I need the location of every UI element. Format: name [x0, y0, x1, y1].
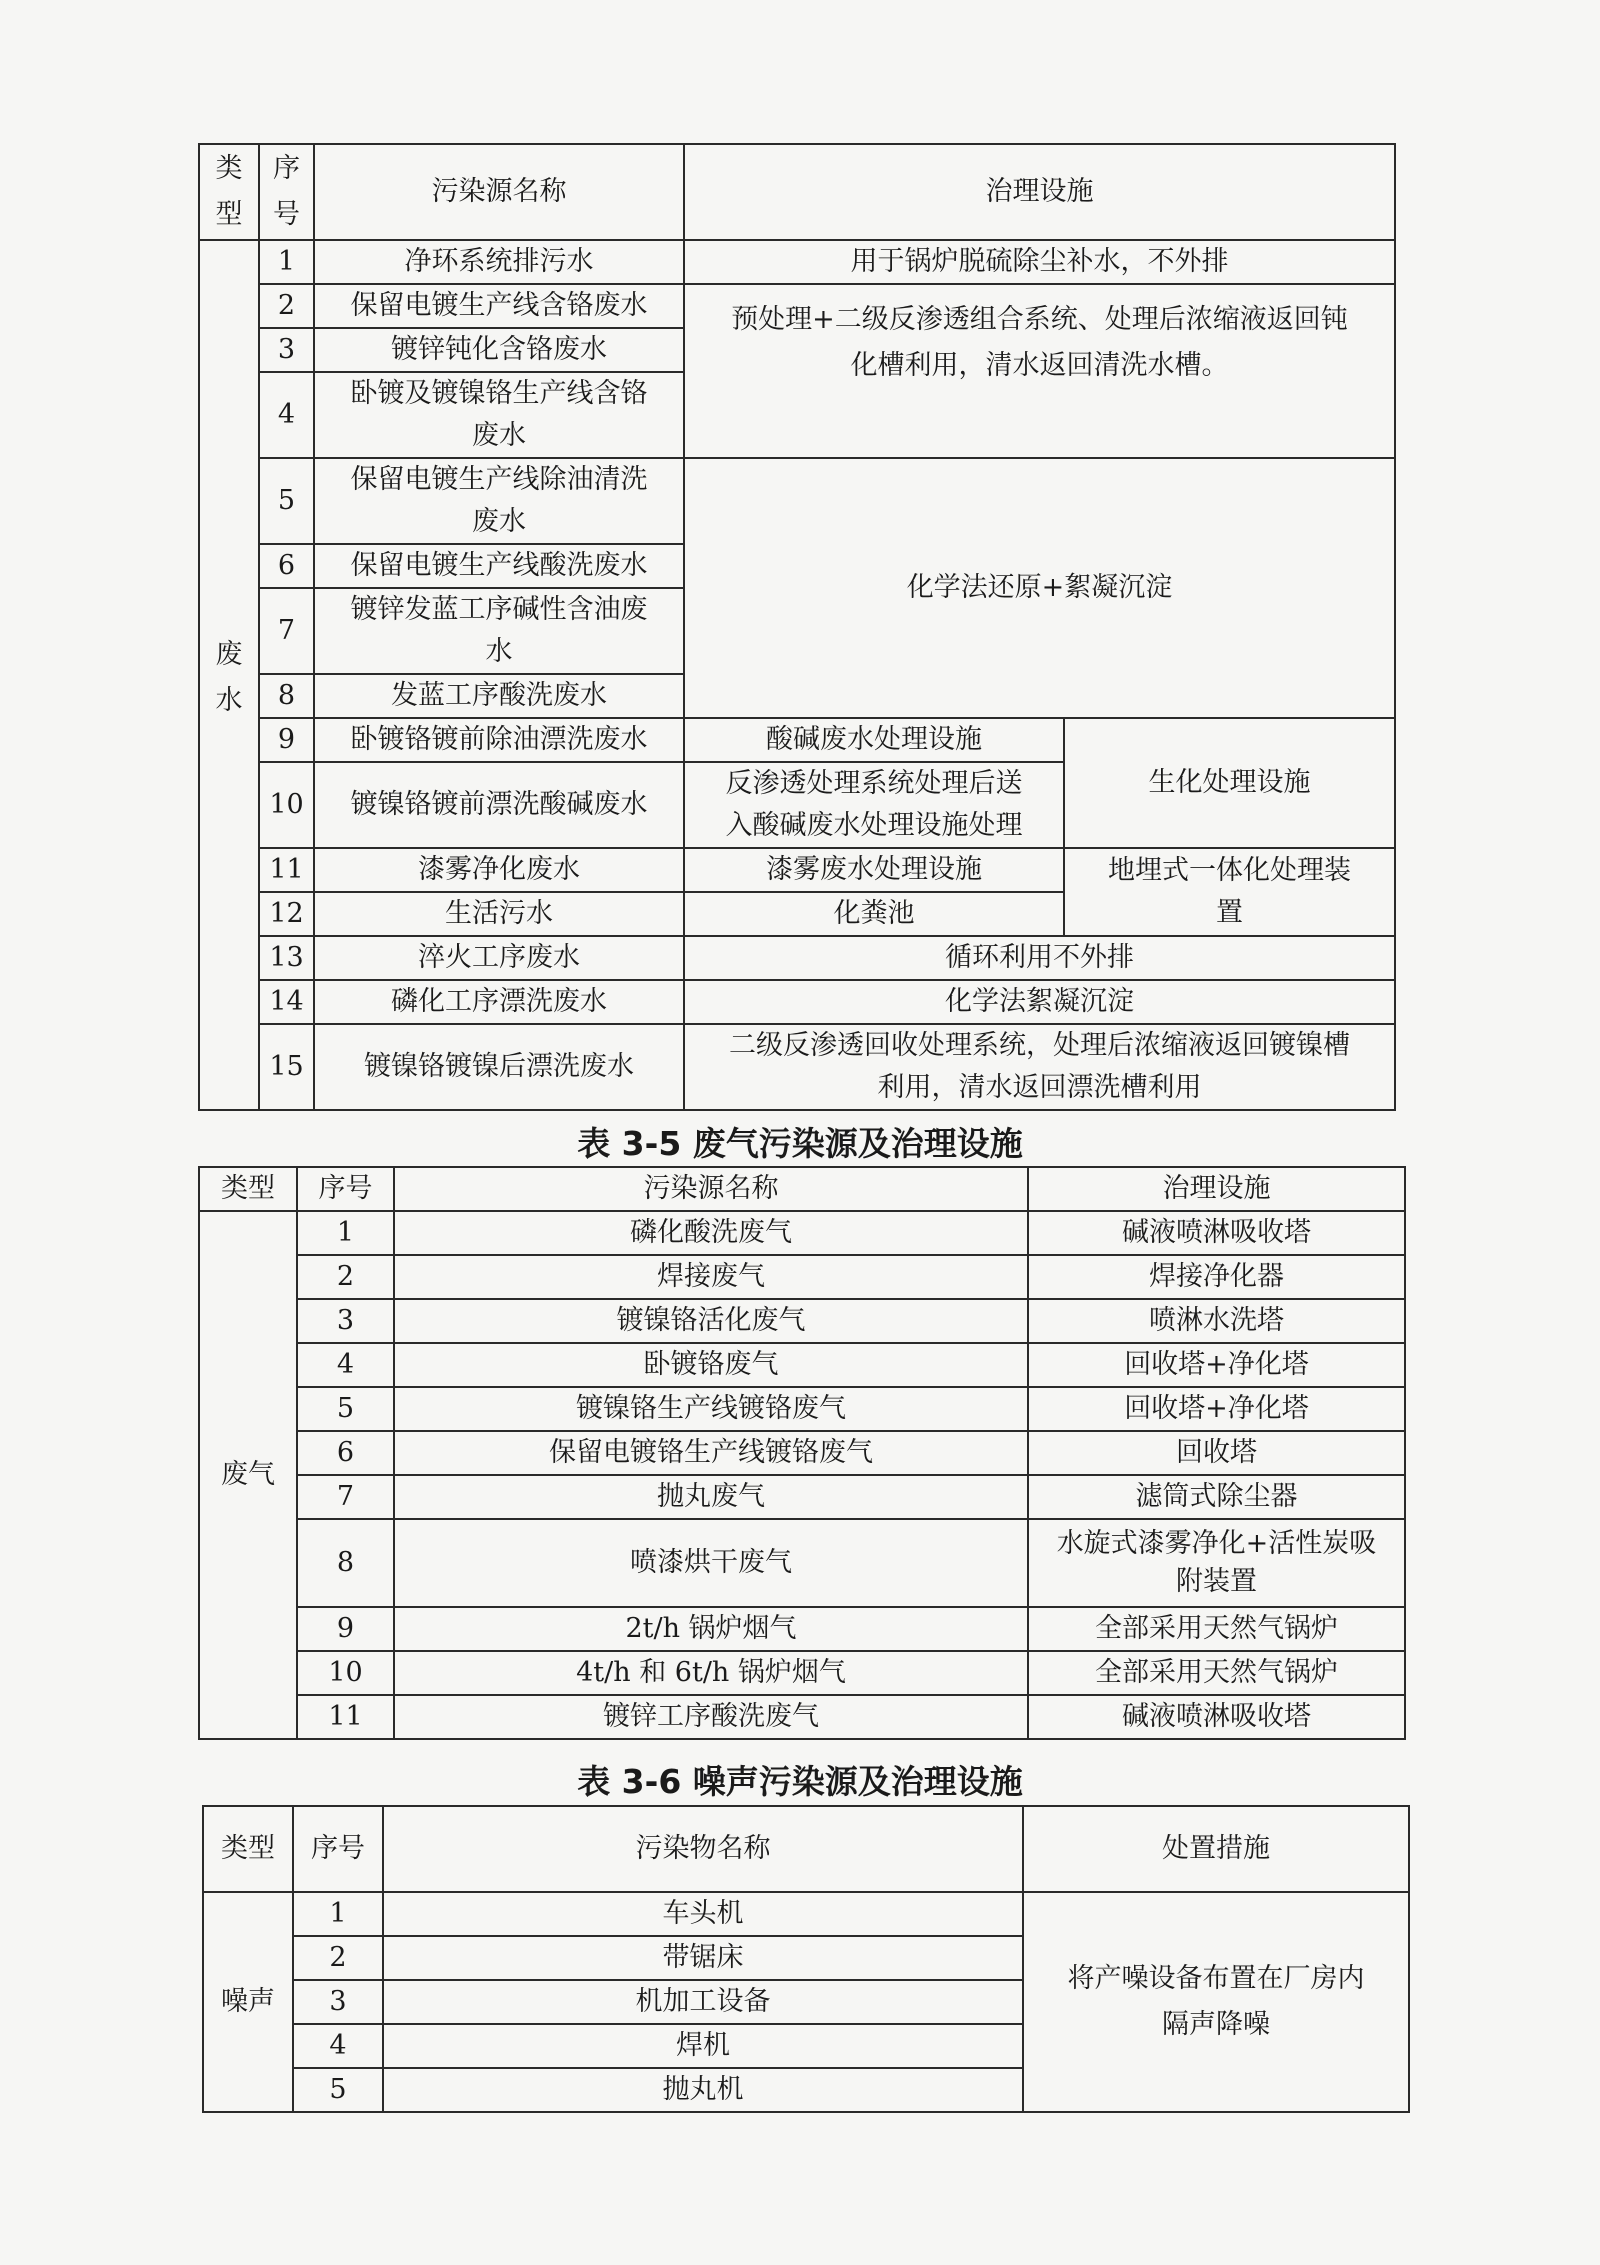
row-source: 带锯床	[383, 1936, 1023, 1980]
header-facility: 治理设施	[684, 144, 1395, 240]
row-seq: 11	[297, 1695, 394, 1739]
type-cell-exhaust-gas: 废气	[199, 1211, 297, 1739]
row-source: 保留电镀生产线含铬废水	[314, 284, 684, 328]
row-source: 抛丸机	[383, 2068, 1023, 2112]
facility-cell: 地埋式一体化处理装 置	[1064, 848, 1395, 936]
row-source: 2t/h 锅炉烟气	[394, 1607, 1028, 1651]
row-seq: 12	[259, 892, 314, 936]
row-source: 保留电镀生产线酸洗废水	[314, 544, 684, 588]
row-source: 发蓝工序酸洗废水	[314, 674, 684, 718]
row-source: 车头机	[383, 1892, 1023, 1936]
row-seq: 1	[293, 1892, 383, 1936]
row-seq: 5	[259, 458, 314, 544]
row-source: 生活污水	[314, 892, 684, 936]
header-type: 类 型	[199, 144, 259, 240]
row-seq: 1	[297, 1211, 394, 1255]
exhaust-gas-table	[198, 1166, 1406, 1740]
row-source: 镀锌工序酸洗废气	[394, 1695, 1028, 1739]
row-source: 抛丸废气	[394, 1475, 1028, 1519]
header-source: 污染源名称	[314, 144, 684, 240]
row-seq: 3	[293, 1980, 383, 2024]
row-facility: 全部采用天然气锅炉	[1028, 1651, 1405, 1695]
row-source: 焊机	[383, 2024, 1023, 2068]
row-source: 镀锌钝化含铬废水	[314, 328, 684, 372]
row-source: 镀镍铬镀镍后漂洗废水	[314, 1024, 684, 1110]
noise-facility-cell: 将产噪设备布置在厂房内 隔声降噪	[1023, 1892, 1409, 2112]
facility-cell: 预处理+二级反渗透组合系统、处理后浓缩液返回钝 化槽利用，清水返回清洗水槽。	[684, 284, 1395, 458]
row-facility: 喷淋水洗塔	[1028, 1299, 1405, 1343]
row-seq: 5	[293, 2068, 383, 2112]
header-seq: 序号	[297, 1167, 394, 1211]
table-caption-3-6: 表 3-6 噪声污染源及治理设施	[577, 1762, 1023, 1801]
row-seq: 10	[259, 762, 314, 848]
facility-cell: 生化处理设施	[1064, 718, 1395, 848]
row-source: 淬火工序废水	[314, 936, 684, 980]
row-facility: 碱液喷淋吸收塔	[1028, 1211, 1405, 1255]
header-facility: 处置措施	[1023, 1806, 1409, 1892]
facility-cell: 化粪池	[684, 892, 1064, 936]
header-seq: 序号	[293, 1806, 383, 1892]
row-source: 卧镀及镀镍铬生产线含铬 废水	[314, 372, 684, 458]
row-seq: 2	[293, 1936, 383, 1980]
row-seq: 4	[293, 2024, 383, 2068]
row-seq: 6	[297, 1431, 394, 1475]
facility-cell: 反渗透处理系统处理后送 入酸碱废水处理设施处理	[684, 762, 1064, 848]
facility-cell: 酸碱废水处理设施	[684, 718, 1064, 762]
row-source: 镀锌发蓝工序碱性含油废 水	[314, 588, 684, 674]
facility-cell: 化学法絮凝沉淀	[684, 980, 1395, 1024]
row-source: 卧镀铬镀前除油漂洗废水	[314, 718, 684, 762]
row-source: 磷化工序漂洗废水	[314, 980, 684, 1024]
header-type: 类型	[199, 1167, 297, 1211]
row-source: 保留电镀铬生产线镀铬废气	[394, 1431, 1028, 1475]
row-seq: 8	[297, 1519, 394, 1607]
row-seq: 13	[259, 936, 314, 980]
row-source: 镀镍铬活化废气	[394, 1299, 1028, 1343]
row-source: 磷化酸洗废气	[394, 1211, 1028, 1255]
row-source: 卧镀铬废气	[394, 1343, 1028, 1387]
row-source: 焊接废气	[394, 1255, 1028, 1299]
facility-cell: 化学法还原+絮凝沉淀	[684, 458, 1395, 718]
row-facility: 回收塔+净化塔	[1028, 1343, 1405, 1387]
row-seq: 1	[259, 240, 314, 284]
row-facility: 水旋式漆雾净化+活性炭吸 附装置	[1028, 1519, 1405, 1607]
facility-cell: 循环利用不外排	[684, 936, 1395, 980]
row-seq: 11	[259, 848, 314, 892]
wastewater-table	[198, 143, 1396, 1111]
row-source: 机加工设备	[383, 1980, 1023, 2024]
row-facility: 焊接净化器	[1028, 1255, 1405, 1299]
header-type: 类型	[203, 1806, 293, 1892]
type-cell-noise: 噪声	[203, 1892, 293, 2112]
row-facility: 回收塔+净化塔	[1028, 1387, 1405, 1431]
type-cell-wastewater: 废 水	[199, 240, 259, 1110]
facility-cell: 用于锅炉脱硫除尘补水，不外排	[684, 240, 1395, 284]
row-seq: 2	[259, 284, 314, 328]
header-source: 污染源名称	[394, 1167, 1028, 1211]
row-seq: 4	[259, 372, 314, 458]
header-source: 污染物名称	[383, 1806, 1023, 1892]
row-source: 镀镍铬生产线镀铬废气	[394, 1387, 1028, 1431]
row-seq: 3	[259, 328, 314, 372]
row-source: 净环系统排污水	[314, 240, 684, 284]
row-source: 保留电镀生产线除油清洗 废水	[314, 458, 684, 544]
row-facility: 全部采用天然气锅炉	[1028, 1607, 1405, 1651]
row-seq: 7	[259, 588, 314, 674]
row-seq: 14	[259, 980, 314, 1024]
row-source: 4t/h 和 6t/h 锅炉烟气	[394, 1651, 1028, 1695]
row-seq: 5	[297, 1387, 394, 1431]
row-facility: 滤筒式除尘器	[1028, 1475, 1405, 1519]
row-seq: 9	[259, 718, 314, 762]
noise-table	[202, 1805, 1410, 2113]
row-seq: 15	[259, 1024, 314, 1110]
row-facility: 碱液喷淋吸收塔	[1028, 1695, 1405, 1739]
row-seq: 7	[297, 1475, 394, 1519]
row-seq: 6	[259, 544, 314, 588]
row-facility: 回收塔	[1028, 1431, 1405, 1475]
row-seq: 4	[297, 1343, 394, 1387]
facility-cell: 二级反渗透回收处理系统，处理后浓缩液返回镀镍槽 利用，清水返回漂洗槽利用	[684, 1024, 1395, 1110]
row-seq: 3	[297, 1299, 394, 1343]
row-source: 漆雾净化废水	[314, 848, 684, 892]
row-seq: 9	[297, 1607, 394, 1651]
facility-cell: 漆雾废水处理设施	[684, 848, 1064, 892]
header-facility: 治理设施	[1028, 1167, 1405, 1211]
row-seq: 2	[297, 1255, 394, 1299]
row-seq: 8	[259, 674, 314, 718]
table-caption-3-5: 表 3-5 废气污染源及治理设施	[577, 1124, 1023, 1163]
row-source: 镀镍铬镀前漂洗酸碱废水	[314, 762, 684, 848]
row-seq: 10	[297, 1651, 394, 1695]
row-source: 喷漆烘干废气	[394, 1519, 1028, 1607]
header-seq: 序 号	[259, 144, 314, 240]
